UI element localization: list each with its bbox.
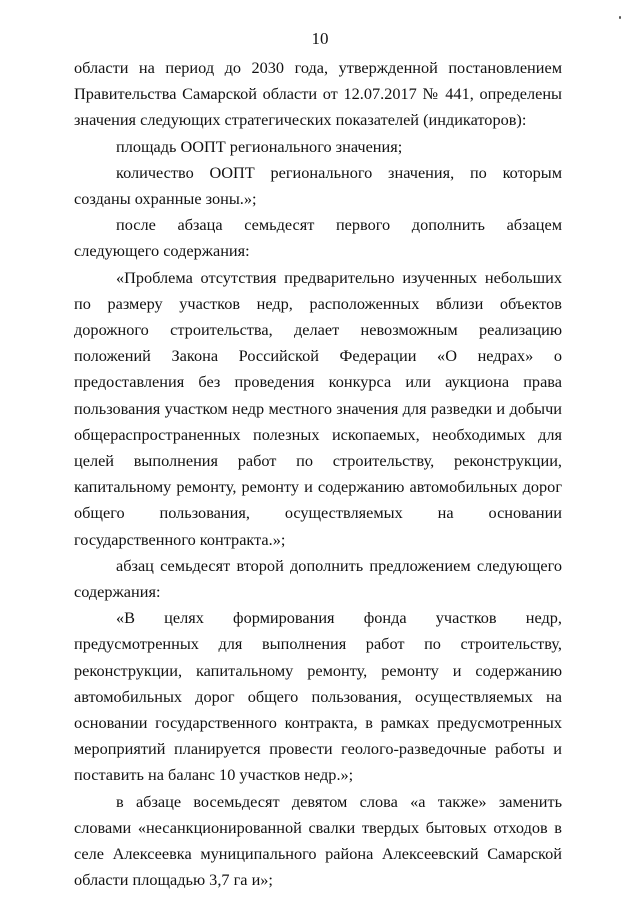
paragraph: в абзаце восемьдесят девятом слова «а также» заменить словами «несанкционированной свалки твердых бытовых отходов в селе Алексеевка муниципального района Алексеевский Самарской области площадью 3,7 га и»; bbox=[74, 791, 562, 890]
scan-speck bbox=[619, 16, 621, 19]
paragraph: области на период до 2030 года, утвержденной постановлением Правительства Самарской области от 12.07.2017 № 441, определены значения следующих стратегических показателей (индикаторов): bbox=[74, 58, 562, 130]
paragraph: абзац семьдесят второй дополнить предложением следующего содержания: bbox=[74, 555, 562, 602]
page-number: 10 bbox=[311, 29, 329, 48]
paragraph: количество ООПТ регионального значения, по которым созданы охранные зоны.»; bbox=[74, 162, 562, 209]
document-body bbox=[74, 55, 562, 894]
paragraph: площадь ООПТ регионального значения; bbox=[116, 136, 403, 156]
paragraph: «В целях формирования фонда участков недр, предусмотренных для выполнения работ по строительству, реконструкции, капитальному ремонту, ремонту и содержанию автомобильных дорог общего пользования, осуществляемых на основании государственного контракта, в рамках предусмотренных мероприятий планируется провести геолого-разведочные работы и поставить на баланс 10 участков недр.»; bbox=[74, 608, 562, 785]
paragraph: «Проблема отсутствия предварительно изученных небольших по размеру участков недр, расположенных вблизи объектов дорожного строительства, делает невозможным реализацию положений Закона Российской Федерации «О недрах» о предоставления без проведения конкурса или аукциона права пользования участком недр местного значения для разведки и добычи общераспространенных полезных ископаемых, необходимых для целей выполнения работ по строительству, реконструкции, капитальному ремонту, ремонту и содержанию автомобильных дорог общего пользования, осуществляемых на основании государственного контракта.»; bbox=[74, 267, 562, 549]
paragraph: после абзаца семьдесят первого дополнить абзацем следующего содержания: bbox=[74, 215, 562, 261]
